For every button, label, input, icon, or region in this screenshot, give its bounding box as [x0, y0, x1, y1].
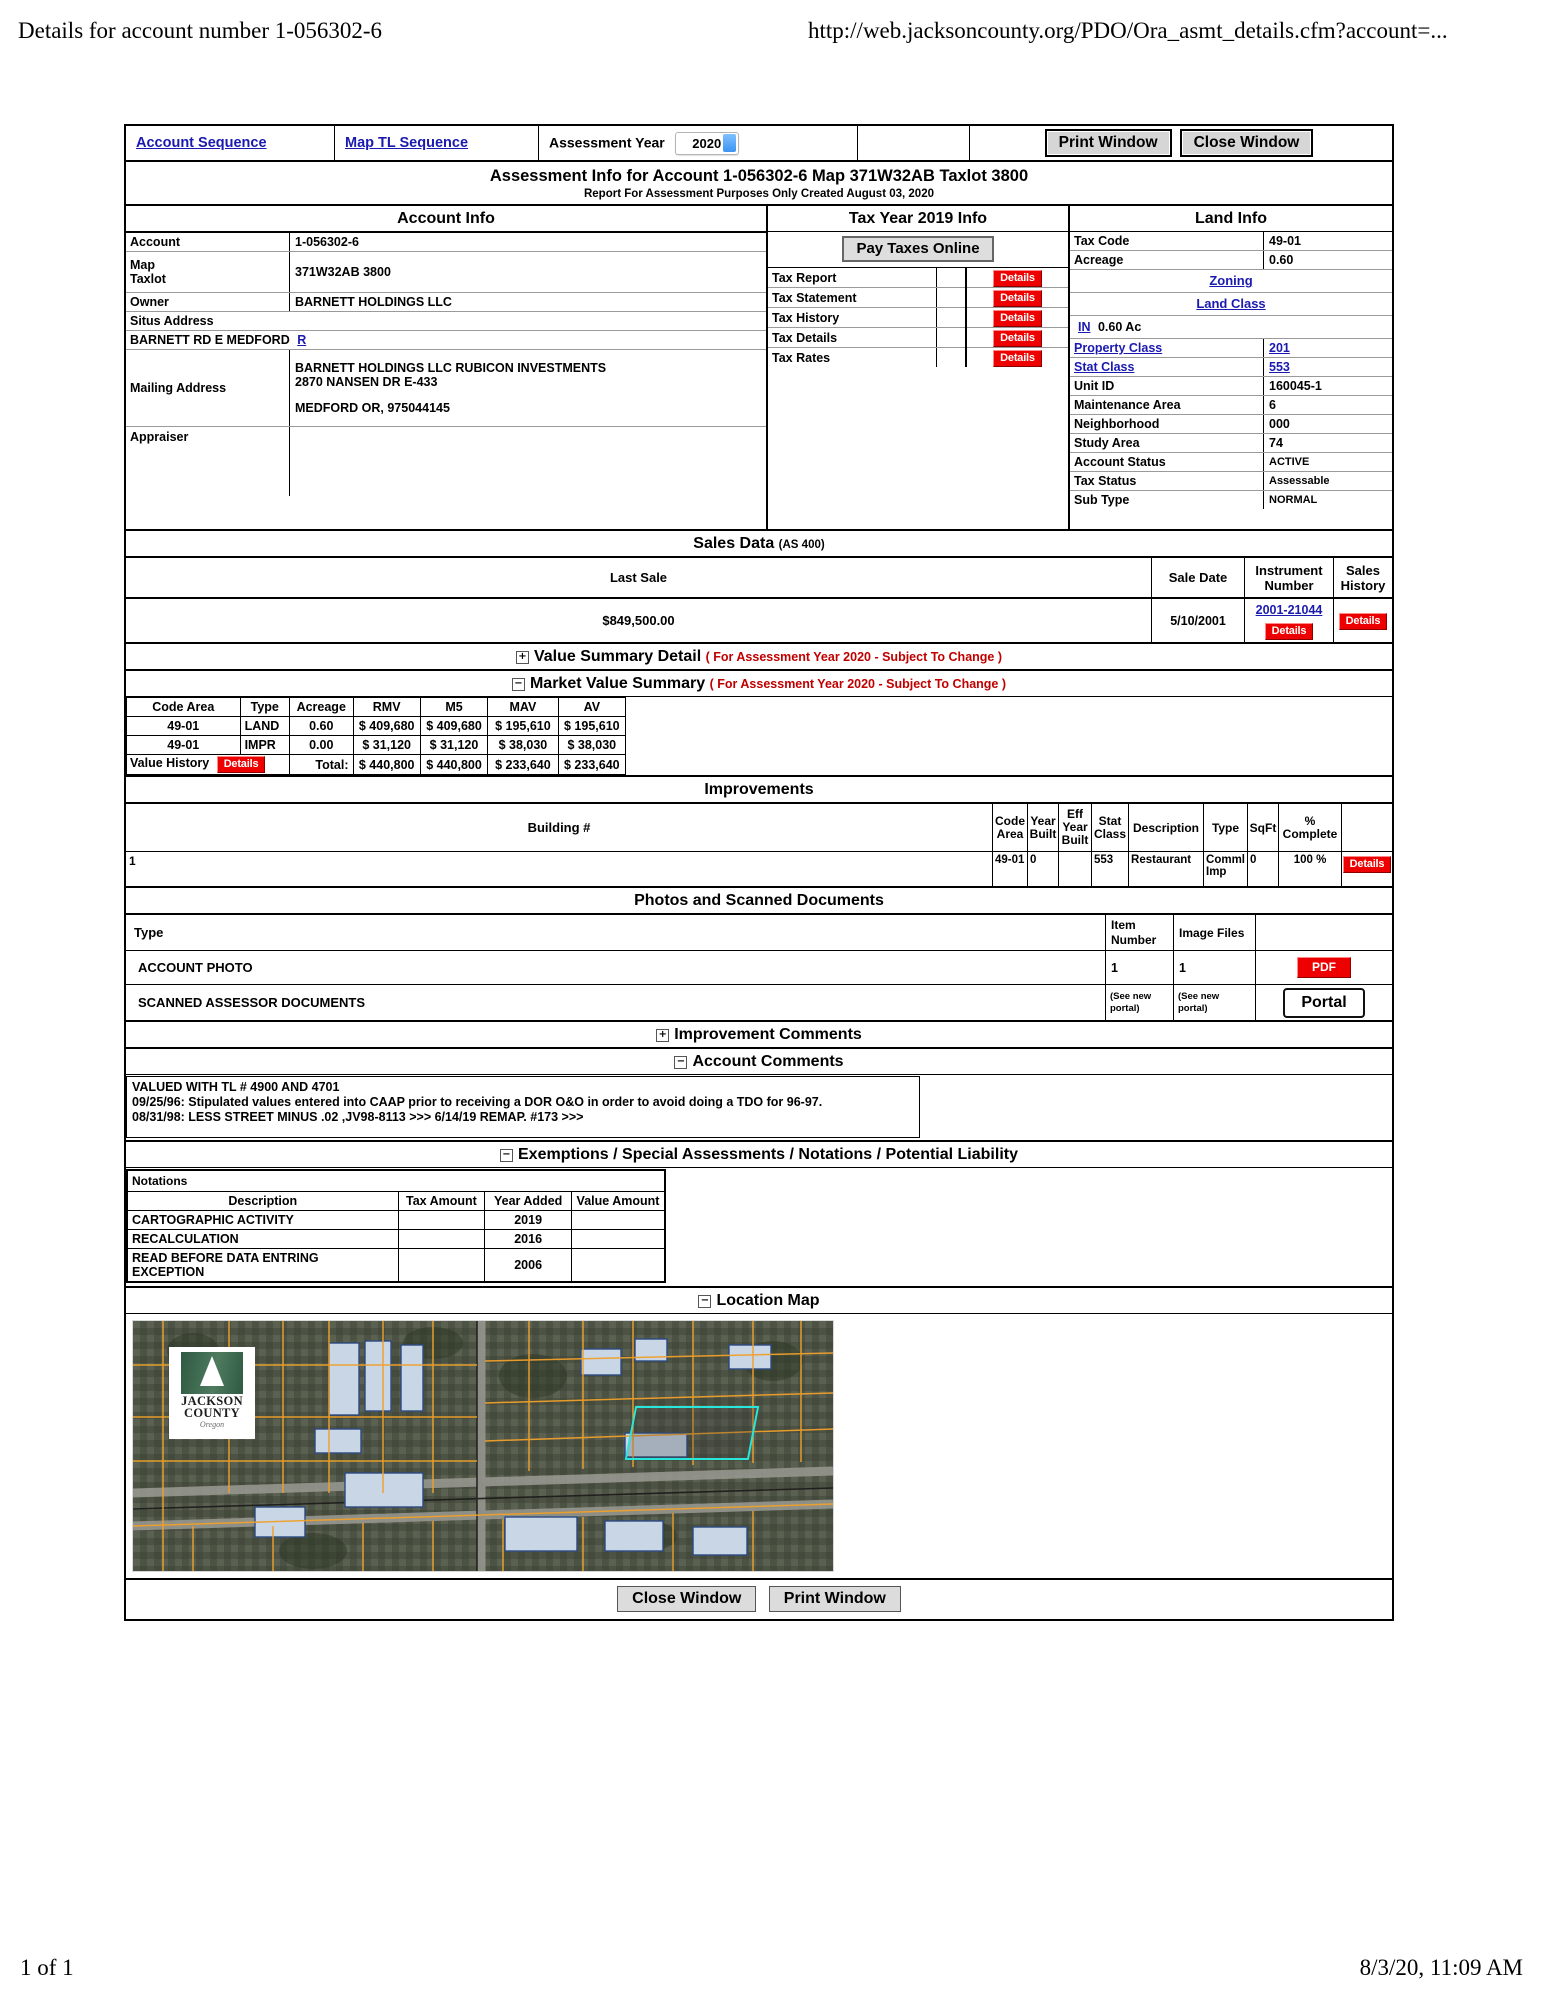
mv-col-code-area: Code Area — [127, 698, 241, 717]
tax-rates-label: Tax Rates — [768, 348, 937, 368]
imp-r0-type: Comml Imp — [1204, 852, 1248, 888]
not-col-value-amount: Value Amount — [571, 1192, 665, 1211]
tax-statement-label: Tax Statement — [768, 288, 937, 308]
market-value-summary-note: ( For Assessment Year 2020 - Subject To Change ) — [709, 677, 1007, 691]
land-class-detail-cell — [1070, 316, 1392, 339]
stat-class-value-cell — [1264, 358, 1393, 377]
sales-last-sale-value: $849,500.00 — [126, 598, 1152, 643]
sales-data-heading — [126, 529, 1392, 558]
mv-col-m5: M5 — [420, 698, 487, 717]
assessment-year-value: 2020 — [692, 135, 722, 151]
improvements-heading: Improvements — [126, 775, 1392, 804]
mv-total-av: $ 233,640 — [558, 755, 625, 775]
sales-history-details-button[interactable]: Details — [1339, 613, 1388, 630]
situs-address-map-link[interactable]: R — [297, 333, 307, 347]
tax-report-details-button[interactable]: Details — [993, 270, 1042, 287]
tax-details-details-button[interactable]: Details — [993, 330, 1042, 347]
tax-history-action — [966, 308, 1068, 328]
mv-col-av: AV — [558, 698, 625, 717]
property-class-value-link[interactable]: 201 — [1269, 341, 1290, 355]
mailing-line-blank — [295, 389, 761, 401]
exemptions-heading-text: Exemptions / Special Assessments / Notations / Potential Liability — [518, 1146, 1018, 1163]
value-history-cell — [127, 755, 290, 775]
collapse-icon-account-comments[interactable]: − — [674, 1056, 687, 1069]
unit-id-label: Unit ID — [1070, 377, 1264, 396]
account-comments-text: Account Comments — [692, 1053, 844, 1070]
tax-statement-spacer — [937, 288, 967, 308]
jackson-county-logo — [169, 1347, 255, 1439]
photos-r1-item-number: (See new portal) — [1106, 985, 1174, 1022]
land-class-code-link[interactable]: IN — [1078, 320, 1091, 334]
tax-status-value: Assessable — [1264, 472, 1393, 491]
sub-type-label: Sub Type — [1070, 491, 1264, 510]
photos-r0-type: ACCOUNT PHOTO — [126, 951, 1106, 985]
toolbar — [126, 126, 1392, 162]
logo-flag-icon — [181, 1352, 243, 1394]
notations-label: Notations — [127, 1170, 665, 1192]
map-taxlot-value: 371W32AB 3800 — [290, 252, 767, 293]
study-area-label: Study Area — [1070, 434, 1264, 453]
location-map-heading — [126, 1286, 1392, 1314]
sales-data-heading-note: (AS 400) — [778, 539, 825, 551]
mv-r1-acreage: 0.00 — [289, 736, 353, 755]
situs-address-value-cell — [126, 331, 766, 350]
mv-total-mav: $ 233,640 — [488, 755, 558, 775]
neighborhood-value: 000 — [1264, 415, 1393, 434]
page-subtitle: Report For Assessment Purposes Only Created August 03, 2020 — [583, 188, 934, 200]
imp-col-stat-class: Stat Class — [1092, 804, 1129, 852]
assessment-year-label: Assessment Year — [549, 133, 665, 150]
acreage-value: 0.60 — [1264, 251, 1393, 270]
owner-value: BARNETT HOLDINGS LLC — [290, 293, 767, 312]
print-window-button-bottom[interactable]: Print Window — [769, 1586, 901, 1612]
mv-r1-type: IMPR — [240, 736, 289, 755]
imp-col-description: Description — [1129, 804, 1204, 852]
mailing-address-label: Mailing Address — [126, 350, 290, 427]
sales-col-instrument-number: Instrument Number — [1245, 558, 1334, 598]
page-title: Assessment Info for Account 1-056302-6 Map 371W32AB Taxlot 3800 — [489, 167, 1029, 185]
tax-report-action — [966, 268, 1068, 288]
exemptions-heading — [126, 1140, 1392, 1168]
land-class-link[interactable]: Land Class — [1196, 296, 1266, 311]
land-class-acres: 0.60 Ac — [1097, 320, 1142, 334]
tax-year-filler — [768, 367, 1068, 455]
appraiser-value — [290, 427, 767, 497]
sub-type-value: NORMAL — [1269, 494, 1318, 506]
tax-rates-spacer — [937, 348, 967, 368]
tax-report-label: Tax Report — [768, 268, 937, 288]
account-info-panel — [126, 206, 767, 529]
account-comment-line-2: 09/25/96: Stipulated values entered into CAAP prior to receiving a DOR O&O in order to avoid doing a TDO for 96-97. — [132, 1095, 823, 1109]
mailing-line-3: MEDFORD OR, 975044145 — [295, 401, 450, 415]
value-history-details-button[interactable]: Details — [217, 756, 266, 773]
account-photo-pdf-button[interactable]: PDF — [1297, 957, 1351, 978]
mv-r1-m5: $ 31,120 — [420, 736, 487, 755]
sales-instrument-cell — [1245, 598, 1334, 643]
toolbar-spacer — [858, 126, 970, 161]
pay-taxes-online-button[interactable]: Pay Taxes Online — [842, 236, 993, 262]
assessment-year-select[interactable] — [675, 132, 739, 155]
tax-year-info-panel — [767, 206, 1069, 529]
account-comments-textbox[interactable] — [126, 1076, 920, 1138]
imp-r0-building: 1 — [126, 852, 993, 888]
assessment-document — [124, 124, 1394, 1621]
tax-history-spacer — [937, 308, 967, 328]
close-window-button-top[interactable]: Close Window — [1180, 129, 1314, 157]
spinner-icon[interactable] — [723, 134, 736, 152]
imp-r0-code-area: 49-01 — [993, 852, 1028, 888]
mv-r0-mav: $ 195,610 — [488, 717, 558, 736]
tree-icon — [200, 1356, 224, 1386]
tax-rates-details-button[interactable]: Details — [993, 350, 1042, 367]
value-summary-detail-note: ( For Assessment Year 2020 - Subject To Change ) — [705, 650, 1003, 664]
account-info-heading: Account Info — [126, 206, 766, 232]
market-value-table — [126, 697, 626, 775]
mv-r0-m5: $ 409,680 — [420, 717, 487, 736]
land-info-panel — [1069, 206, 1392, 529]
imp-r0-eff-year-built — [1059, 852, 1092, 888]
table-row — [127, 1230, 665, 1249]
account-comments-heading — [126, 1049, 1392, 1075]
imp-col-building: Building # — [126, 804, 993, 852]
tax-rates-action — [966, 348, 1068, 368]
sales-col-sales-history: Sales History — [1334, 558, 1393, 598]
not-r0-value-amount — [571, 1211, 665, 1230]
expand-icon-value-summary[interactable]: + — [516, 651, 529, 664]
not-r1-description: RECALCULATION — [127, 1230, 398, 1249]
browser-print-footer — [0, 1955, 1545, 1985]
imp-r0-pct-complete: 100 % — [1279, 852, 1342, 888]
mv-r0-type: LAND — [240, 717, 289, 736]
imp-col-code-area: Code Area — [993, 804, 1028, 852]
photos-table — [126, 915, 1392, 1022]
mailing-line-1: BARNETT HOLDINGS LLC RUBICON INVESTMENTS — [295, 361, 607, 375]
mv-r0-acreage: 0.60 — [289, 717, 353, 736]
tax-code-value: 49-01 — [1264, 232, 1393, 251]
tax-details-action — [966, 328, 1068, 348]
unit-id-value: 160045-1 — [1264, 377, 1393, 396]
map-taxlot-label — [126, 252, 290, 293]
mv-r1-code-area: 49-01 — [127, 736, 241, 755]
account-comment-line-1: VALUED WITH TL # 4900 AND 4701 — [132, 1080, 340, 1094]
acreage-label: Acreage — [1070, 251, 1264, 270]
mv-r0-av: $ 195,610 — [558, 717, 625, 736]
photos-heading: Photos and Scanned Documents — [126, 888, 1392, 915]
property-class-value-cell — [1264, 339, 1393, 358]
mv-col-type: Type — [240, 698, 289, 717]
land-class-cell — [1070, 293, 1392, 316]
property-class-link[interactable]: Property Class — [1074, 341, 1163, 355]
print-footer-timestamp: 8/3/20, 11:09 AM — [1359, 1955, 1523, 1980]
location-map-heading-text: Location Map — [716, 1292, 820, 1309]
improvement-details-button[interactable]: Details — [1343, 856, 1392, 873]
map-tl-sequence-cell — [335, 126, 539, 161]
account-value: 1-056302-6 — [290, 232, 767, 252]
not-r0-description: CARTOGRAPHIC ACTIVITY — [127, 1211, 398, 1230]
not-r2-year-added: 2006 — [485, 1249, 572, 1283]
map-tl-sequence-link[interactable]: Map TL Sequence — [345, 135, 469, 151]
tax-statement-details-button[interactable]: Details — [993, 290, 1042, 307]
print-header-title: Details for account number 1-056302-6 — [18, 18, 383, 43]
mv-r0-code-area: 49-01 — [127, 717, 241, 736]
not-col-year-added: Year Added — [485, 1192, 572, 1211]
sales-data-heading-text: Sales Data — [693, 535, 775, 552]
not-r2-description: READ BEFORE DATA ENTRING EXCEPTION — [127, 1249, 398, 1283]
not-r1-value-amount — [571, 1230, 665, 1249]
sales-col-sale-date: Sale Date — [1152, 558, 1245, 598]
imp-col-year-built: Year Built — [1028, 804, 1059, 852]
table-row — [127, 736, 626, 755]
print-header-url: http://web.jacksoncounty.org/PDO/Ora_asmt_details.cfm?account=... — [808, 18, 1448, 43]
logo-line-2: COUNTY — [184, 1406, 240, 1420]
situs-address-value: BARNETT RD E MEDFORD — [130, 333, 290, 347]
neighborhood-label: Neighborhood — [1070, 415, 1264, 434]
table-row — [126, 852, 1392, 888]
tax-details-spacer — [937, 328, 967, 348]
value-summary-detail-heading — [126, 644, 1392, 671]
tax-history-details-button[interactable]: Details — [993, 310, 1042, 327]
maintenance-area-label: Maintenance Area — [1070, 396, 1264, 415]
table-row-total — [127, 755, 626, 775]
imp-col-eff-year-built: Eff Year Built — [1059, 804, 1092, 852]
mv-total-label: Total: — [289, 755, 353, 775]
value-summary-detail-text: Value Summary Detail — [533, 648, 702, 665]
account-status-label: Account Status — [1070, 453, 1264, 472]
tax-year-heading: Tax Year 2019 Info — [768, 206, 1068, 232]
mv-col-rmv: RMV — [353, 698, 420, 717]
taxlot-label: Taxlot — [130, 272, 166, 286]
table-row — [127, 1211, 665, 1230]
imp-r0-year-built: 0 — [1028, 852, 1059, 888]
land-info-heading: Land Info — [1070, 206, 1392, 232]
account-comment-line-3: 08/31/98: LESS STREET MINUS .02 ,JV98-8113 >>> 6/14/19 REMAP. #173 >>> — [132, 1110, 584, 1124]
imp-col-type: Type — [1204, 804, 1248, 852]
collapse-icon-exemptions[interactable]: − — [500, 1149, 513, 1162]
pay-taxes-cell — [768, 232, 1068, 268]
market-value-summary-heading — [126, 671, 1392, 697]
imp-col-actions — [1342, 804, 1393, 852]
photos-col-image-files: Image Files — [1174, 915, 1256, 951]
improvement-comments-text: Improvement Comments — [674, 1026, 862, 1043]
maintenance-area-value: 6 — [1264, 396, 1393, 415]
table-row — [127, 1249, 665, 1283]
photos-r1-image-files: (See new portal) — [1174, 985, 1256, 1022]
highlighted-parcel — [625, 1406, 759, 1460]
not-col-tax-amount: Tax Amount — [398, 1192, 485, 1211]
zoning-link[interactable]: Zoning — [1209, 273, 1253, 288]
not-r1-tax-amount — [398, 1230, 485, 1249]
photos-r0-item-number: 1 — [1106, 951, 1174, 985]
account-comments-body — [126, 1075, 1392, 1140]
table-row — [126, 951, 1392, 985]
photos-r0-image-files: 1 — [1174, 951, 1256, 985]
photos-r1-action — [1256, 985, 1393, 1022]
not-r1-year-added: 2016 — [485, 1230, 572, 1249]
not-r2-tax-amount — [398, 1249, 485, 1283]
map-label: Map — [130, 258, 155, 272]
notations-wrap — [126, 1168, 1392, 1286]
not-r0-year-added: 2019 — [485, 1211, 572, 1230]
mv-r1-av: $ 38,030 — [558, 736, 625, 755]
collapse-icon-market-value[interactable]: − — [512, 678, 525, 691]
info-columns — [126, 206, 1392, 529]
imp-r0-actions — [1342, 852, 1393, 888]
imp-col-sqft: SqFt — [1248, 804, 1279, 852]
logo-line-1: JACKSON — [181, 1394, 243, 1408]
report-title-band — [126, 162, 1392, 206]
table-row — [126, 985, 1392, 1022]
mv-total-rmv: $ 440,800 — [353, 755, 420, 775]
appraiser-label: Appraiser — [126, 427, 290, 497]
sales-sale-date-value: 5/10/2001 — [1152, 598, 1245, 643]
print-footer-pagenum: 1 of 1 — [20, 1955, 74, 1980]
footer-buttons — [126, 1578, 1392, 1619]
tax-history-label: Tax History — [768, 308, 937, 328]
not-r2-value-amount — [571, 1249, 665, 1283]
account-sequence-cell — [126, 126, 335, 161]
tax-status-label: Tax Status — [1070, 472, 1264, 491]
tax-details-label: Tax Details — [768, 328, 937, 348]
mv-r1-rmv: $ 31,120 — [353, 736, 420, 755]
tax-code-label: Tax Code — [1070, 232, 1264, 251]
market-value-table-wrap — [126, 697, 1392, 775]
mv-col-mav: MAV — [488, 698, 558, 717]
assessment-year-cell — [539, 126, 858, 161]
print-window-button-top[interactable]: Print Window — [1045, 129, 1172, 157]
improvements-table — [126, 804, 1392, 888]
aerial-map-image[interactable] — [132, 1320, 834, 1572]
land-info-filler — [1070, 509, 1392, 529]
sales-history-cell — [1334, 598, 1393, 643]
photos-r1-type: SCANNED ASSESSOR DOCUMENTS — [126, 985, 1106, 1022]
zoning-cell — [1070, 270, 1392, 293]
stat-class-value-link[interactable]: 553 — [1269, 360, 1290, 374]
owner-label: Owner — [126, 293, 290, 312]
instrument-details-button[interactable]: Details — [1265, 623, 1314, 640]
account-label: Account — [126, 232, 290, 252]
instrument-number-link[interactable]: 2001-21044 — [1255, 603, 1323, 617]
mv-col-acreage: Acreage — [289, 698, 353, 717]
table-row — [127, 717, 626, 736]
situs-address-label: Situs Address — [126, 312, 766, 331]
property-class-label-cell — [1070, 339, 1264, 358]
expand-icon-improvement-comments[interactable]: + — [656, 1029, 669, 1042]
location-map-body — [126, 1314, 1392, 1578]
scanned-documents-portal-button[interactable]: Portal — [1283, 988, 1364, 1018]
close-window-button-bottom[interactable]: Close Window — [617, 1586, 756, 1612]
value-history-label: Value History — [130, 756, 210, 770]
not-r0-tax-amount — [398, 1211, 485, 1230]
improvement-comments-heading — [126, 1022, 1392, 1049]
browser-print-header — [0, 18, 1545, 48]
notations-table — [126, 1169, 666, 1283]
photos-col-item-number: Item Number — [1106, 915, 1174, 951]
account-status-value: ACTIVE — [1264, 453, 1393, 472]
mv-r1-mav: $ 38,030 — [488, 736, 558, 755]
mailing-address-value — [290, 350, 767, 427]
logo-line-3: Oregon — [199, 1420, 225, 1429]
mv-total-m5: $ 440,800 — [420, 755, 487, 775]
mailing-line-2: 2870 NANSEN DR E-433 — [295, 375, 438, 389]
imp-col-pct-complete: % Complete — [1279, 804, 1342, 852]
imp-r0-stat-class: 553 — [1092, 852, 1129, 888]
tax-statement-action — [966, 288, 1068, 308]
collapse-icon-location-map[interactable]: − — [698, 1295, 711, 1308]
imp-r0-description: Restaurant — [1129, 852, 1204, 888]
stat-class-label-cell — [1070, 358, 1264, 377]
account-sequence-link[interactable]: Account Sequence — [136, 135, 267, 151]
sales-col-last-sale: Last Sale — [126, 558, 1152, 598]
imp-r0-sqft: 0 — [1248, 852, 1279, 888]
toolbar-buttons — [970, 126, 1393, 161]
not-col-description: Description — [127, 1192, 398, 1211]
photos-col-action — [1256, 915, 1393, 951]
mv-r0-rmv: $ 409,680 — [353, 717, 420, 736]
tax-report-spacer — [937, 268, 967, 288]
stat-class-link[interactable]: Stat Class — [1074, 360, 1135, 374]
study-area-value: 74 — [1264, 434, 1393, 453]
photos-r0-action — [1256, 951, 1393, 985]
sales-data-table — [126, 558, 1392, 644]
photos-col-type: Type — [126, 915, 1106, 951]
market-value-summary-text: Market Value Summary — [529, 675, 706, 692]
